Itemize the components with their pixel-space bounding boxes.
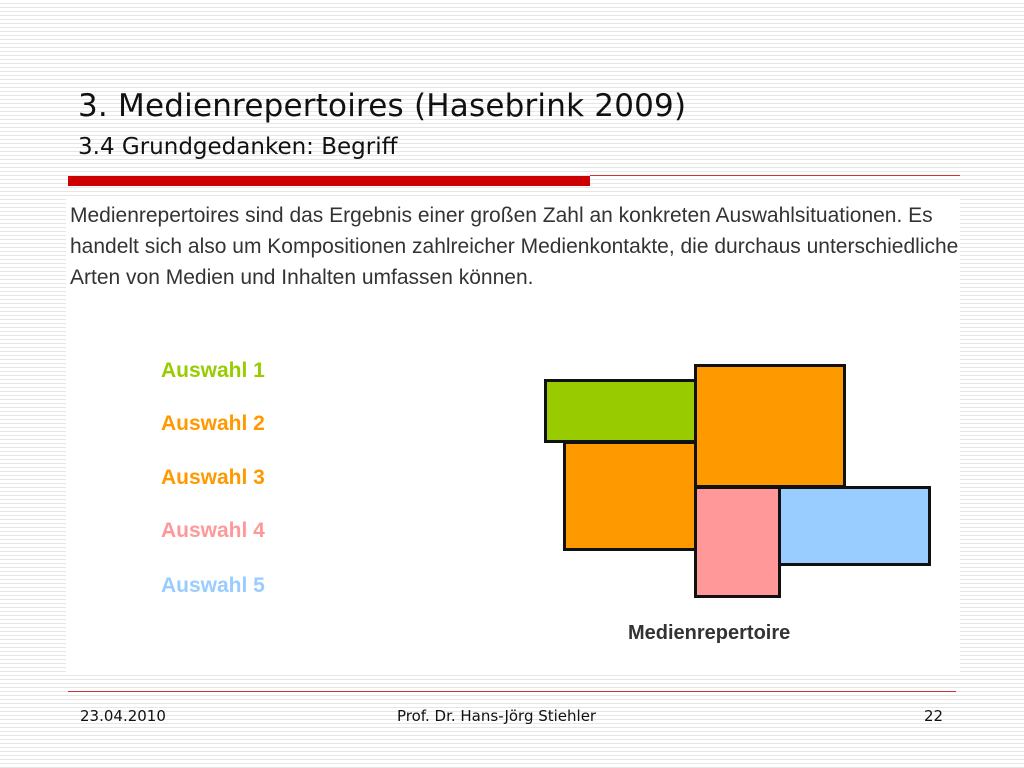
selection-label-1: Auswahl 1 [161,359,265,382]
content-panel [66,196,960,674]
selection-box-5 [778,486,931,566]
selection-box-2 [563,441,697,551]
footer-author: Prof. Dr. Hans-Jörg Stiehler [397,707,597,725]
slide-subtitle: 3.4 Grundgedanken: Begriff [78,134,398,160]
footer-divider [68,691,956,692]
selection-label-2: Auswahl 2 [161,412,265,435]
selection-label-3: Auswahl 3 [161,466,265,489]
slide-title: 3. Medienrepertoires (Hasebrink 2009) [78,88,687,124]
selection-box-3 [694,364,846,488]
selection-label-4: Auswahl 4 [161,519,265,542]
footer-date: 23.04.2010 [80,707,166,725]
selection-box-1 [544,379,697,443]
intro-text: Medienrepertoires sind das Ergebnis einer großen Zahl an konkreten Auswahlsituationen. Es handelt sich also um Kompositionen zahlreicher Medienkontakte, die durchaus unterschiedliche Arten von Medien und Inhalten umfassen können. [70,204,959,289]
title-divider-thin [590,175,960,176]
selection-label-5: Auswahl 5 [161,574,265,597]
diagram-caption: Medienrepertoire [628,622,791,644]
page-number: 22 [924,707,944,725]
title-divider-red [68,176,590,186]
selection-box-4 [694,486,781,598]
